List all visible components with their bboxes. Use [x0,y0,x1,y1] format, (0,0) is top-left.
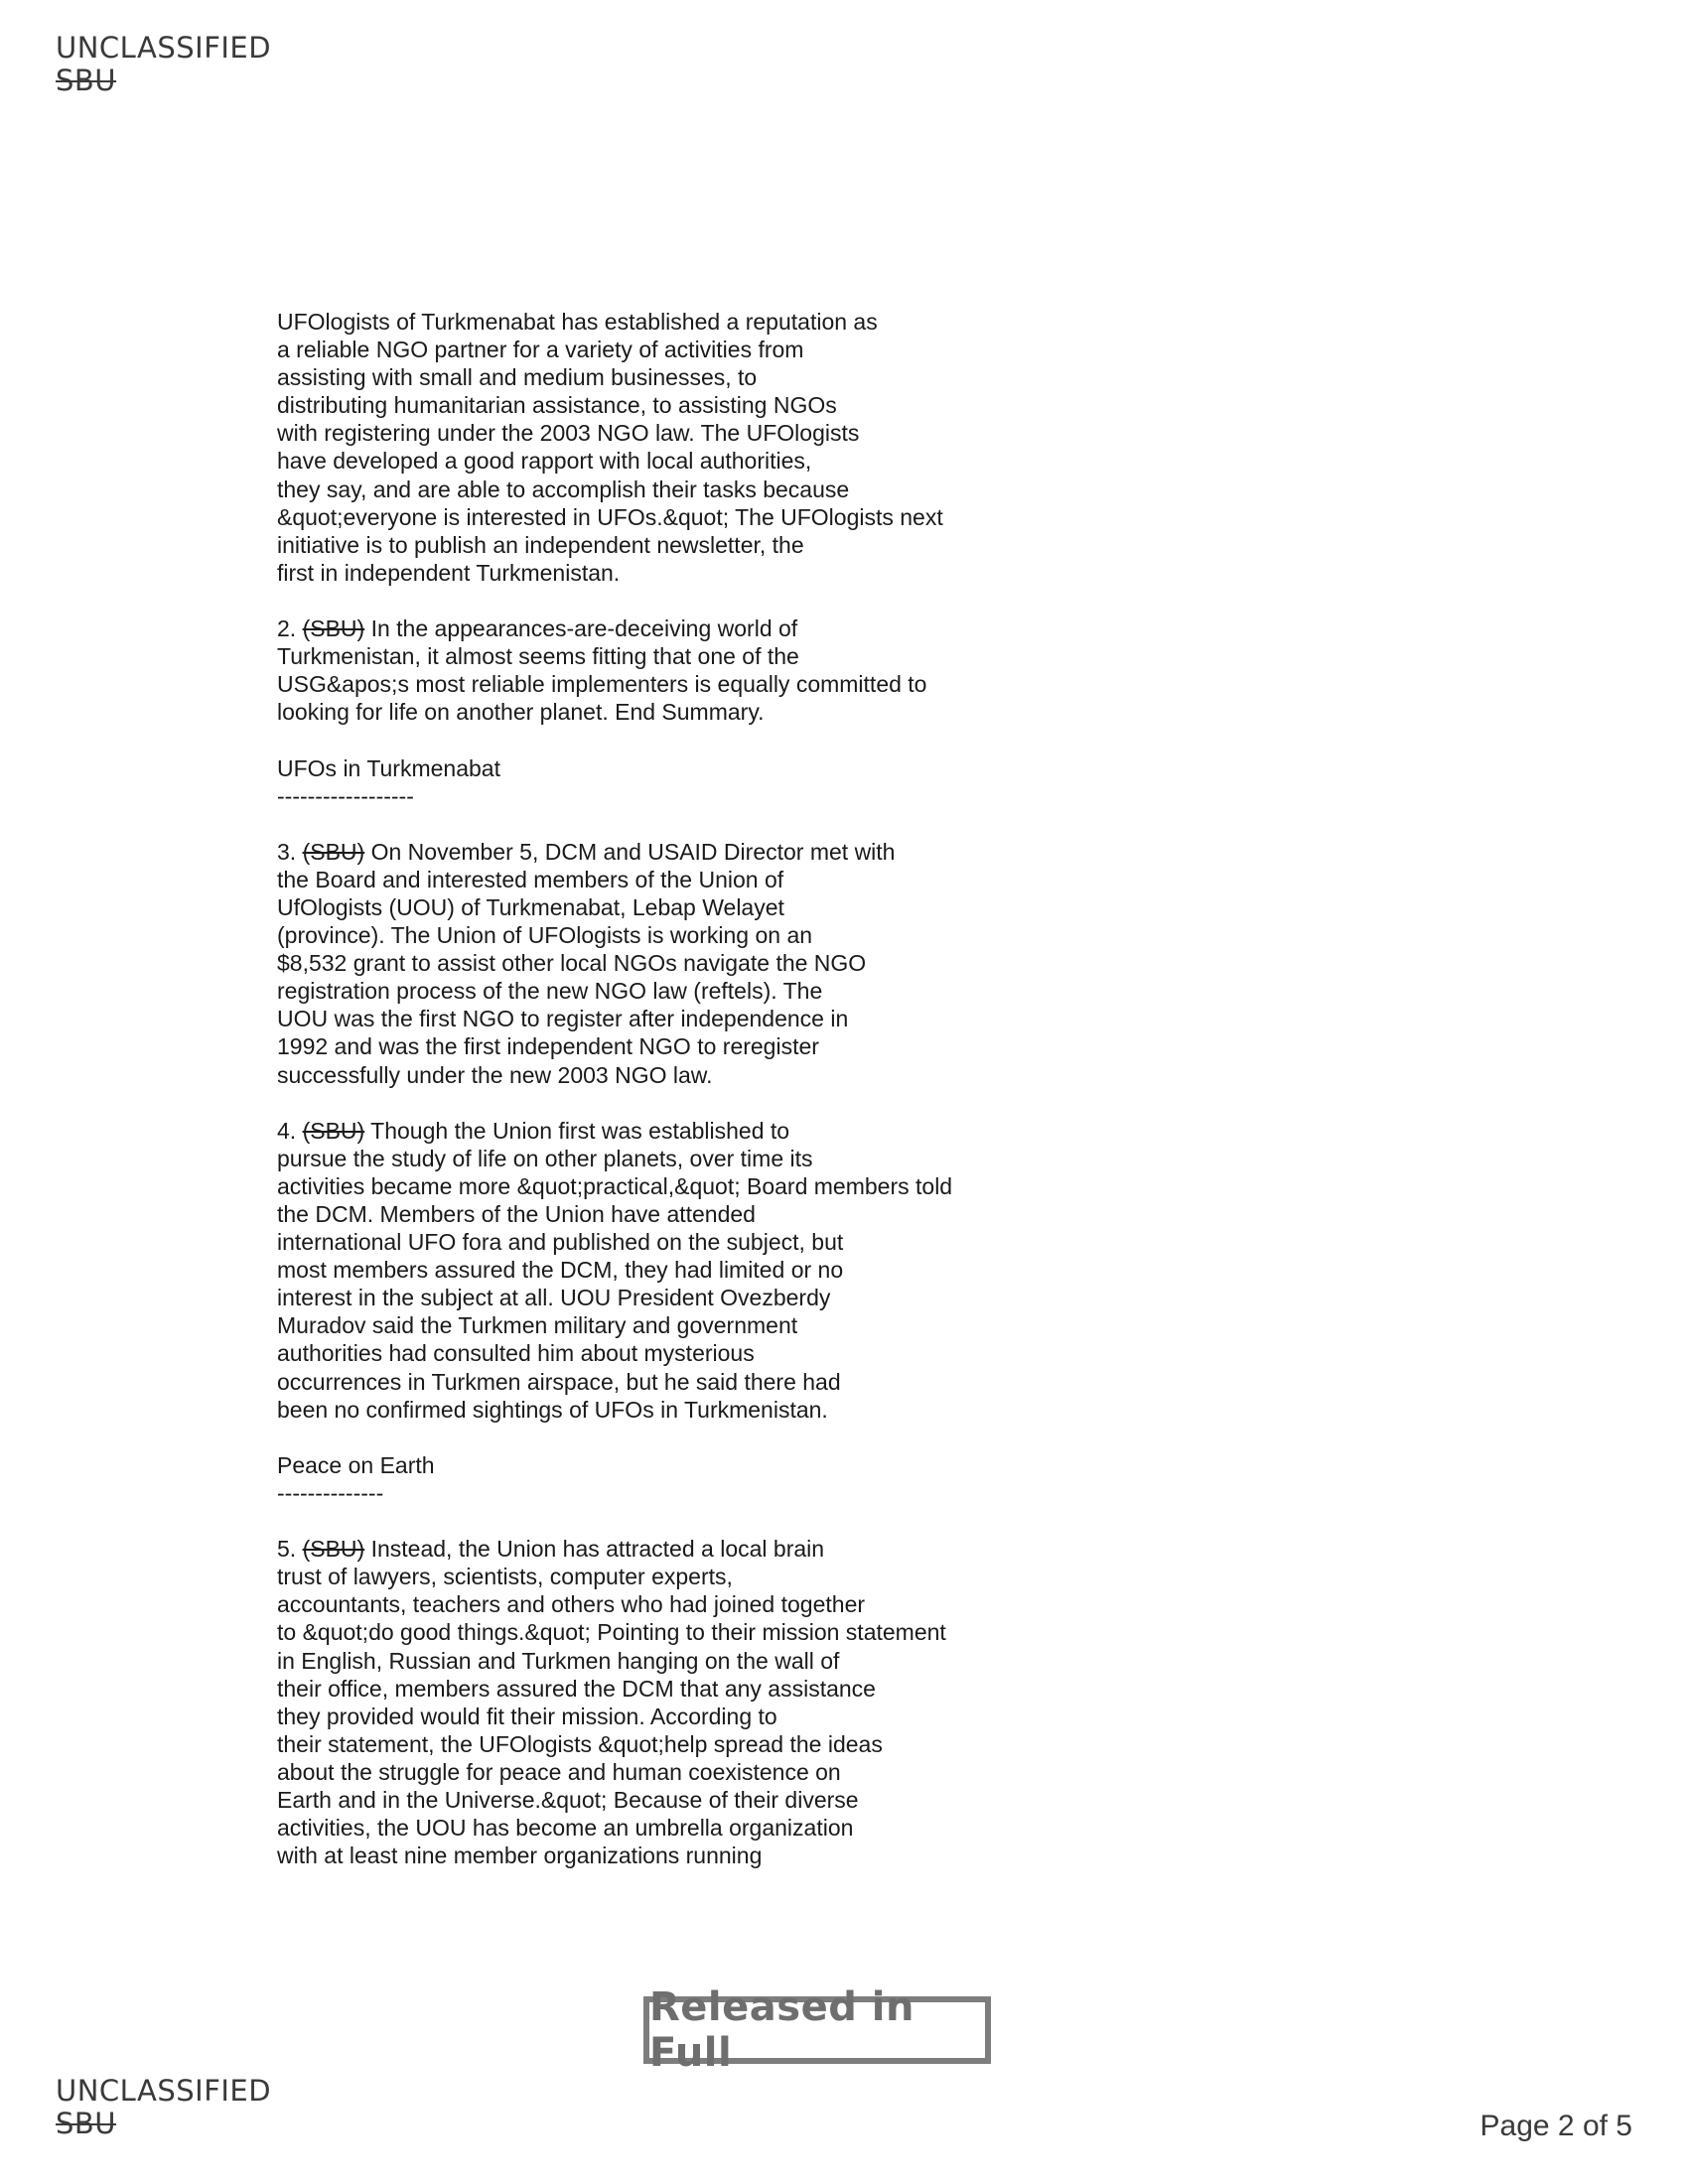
released-in-full-stamp: Released in Full [643,1996,991,2064]
intro-paragraph: UFOlogists of Turkmenabat has established a reputation as a reliable NGO partner for a variety of activities from assisting with small and medium businesses, to distributing humanitarian assistance, to assisting NGOs with registering under the 2003 NGO law. The UFOlogists have developed a good rapport with local authorities, they say, and are able to accomplish their tasks because &quot;everyone is interested in UFOs.&quot; The UFOlogists next initiative is to publish an independent newsletter, the first in independent Turkmenistan. [277,309,943,586]
footer-caveat-struck: SBU [56,2107,117,2140]
paragraph-2-text: In the appearances-are-deceiving world of Turkmenistan, it almost seems fitting that one of the USG&apos;s most reliable implementers is equally committed to looking for life on another planet. End Summary. [277,615,927,726]
page-number: Page 2 of 5 [1479,2110,1632,2142]
section-heading-peace: Peace on Earth [277,1451,435,1478]
paragraph-5-text: Instead, the Union has attracted a local brain trust of lawyers, scientists, computer experts, accountants, teachers and others who had joined together to &quot;do good things.&quot; Pointing to their mission statement in English, Russian and Turkmen hanging on the wall of their office, members assured the DCM that any assistance they provided would fit their mission. According to their statement, the UFOlogists &quot;help spread the ideas about the struggle for peace and human coexistence on Earth and in the Universe.&quot; Because of their diverse activities, the UOU has become an umbrella organization with at least nine member organizations running [277,1536,946,1869]
footer-classification-label: UNCLASSIFIED [56,2074,272,2108]
paragraph-5-number: 5. [277,1536,303,1563]
header-caveat-struck: SBU [56,64,117,97]
paragraph-3 [277,838,1032,1089]
paragraph-5 [277,1535,1032,1869]
document-body [277,308,1032,1869]
paragraph-4 [277,1117,1032,1424]
paragraph-4-marking: (SBU) [302,1117,365,1144]
paragraph-3-number: 3. [277,838,303,865]
footer-classification [56,2075,271,2140]
section-heading-ufos: UFOs in Turkmenabat [277,754,500,781]
paragraph-3-text: On November 5, DCM and USAID Director met with the Board and interested members of the Union of UfOlogists (UOU) of Turkmenabat, Lebap Welayet (province). The Union of UFOlogists is working on an $8,532 grant to assist other local NGOs navigate the NGO registration process of the new NGO law (reftels). The UOU was the first NGO to register after independence in 1992 and was the first independent NGO to reregister successfully under the new 2003 NGO law. [277,838,896,1088]
paragraph-5-marking: (SBU) [302,1536,365,1563]
paragraph-4-number: 4. [277,1117,303,1144]
header-classification-label: UNCLASSIFIED [56,31,272,65]
section-heading-peace-rule: -------------- [277,1479,384,1506]
paragraph-2 [277,614,1032,726]
header-classification [56,32,271,97]
paragraph-2-marking: (SBU) [302,615,365,642]
paragraph-2-number: 2. [277,615,303,642]
section-heading-ufos-rule: ------------------ [277,782,414,809]
paragraph-4-text: Though the Union first was established to pursue the study of life on other planets, over time its activities became more &quot;practical,&quot; Board members told the DCM. Members of the Union have attended international UFO fora and published on the subject, but most members assured the DCM, they had limited or no interest in the subject at all. UOU President Ovezberdy Muradov said the Turkmen military and government authorities had consulted him about mysterious occurrences in Turkmen airspace, but he said there had been no confirmed sightings of UFOs in Turkmenistan. [277,1117,953,1423]
paragraph-3-marking: (SBU) [302,838,365,865]
